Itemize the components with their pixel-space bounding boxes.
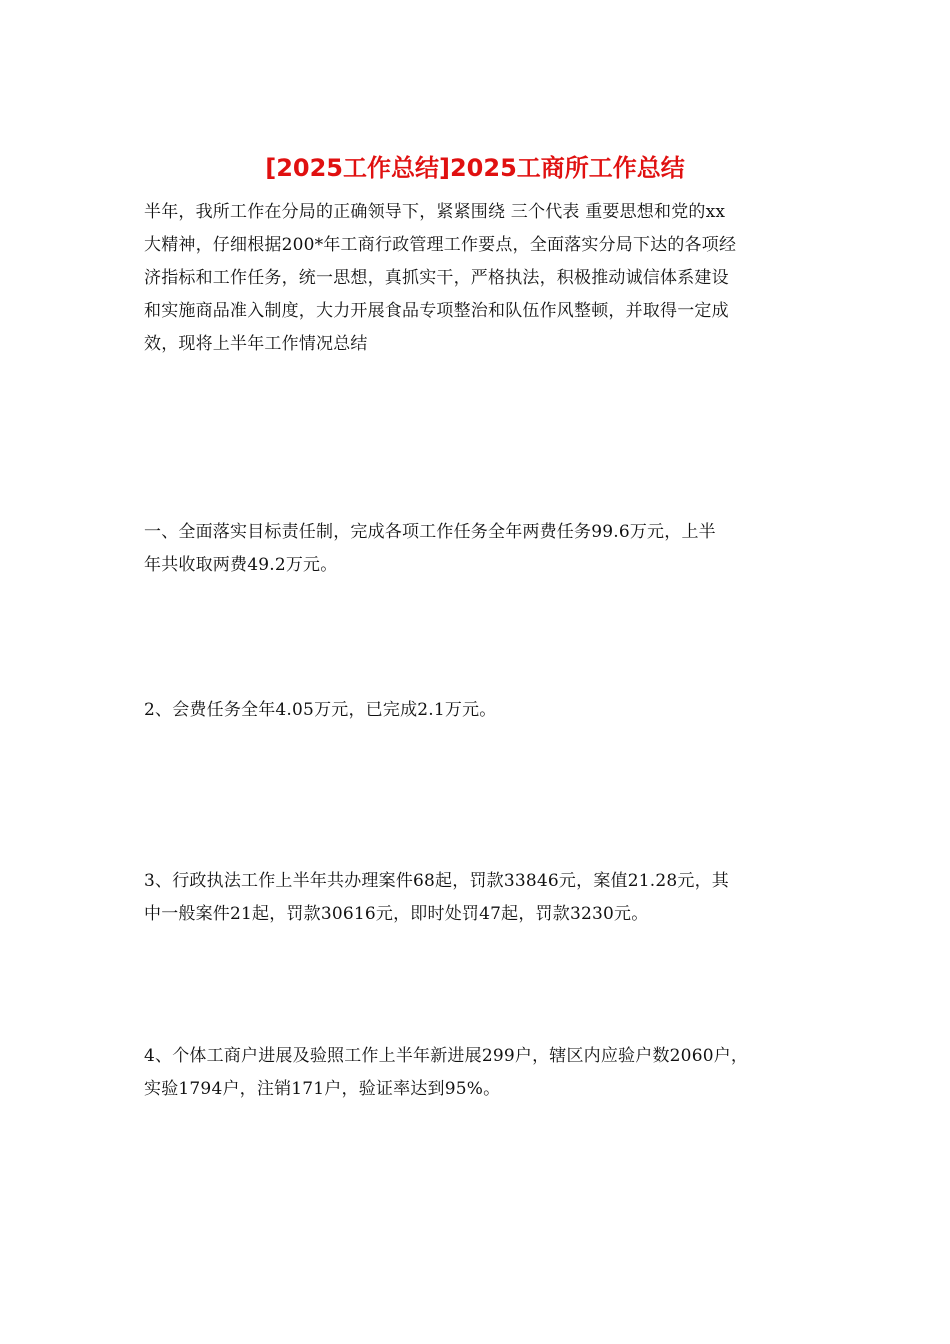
paragraph-line: 济指标和工作任务，统一思想，真抓实干，严格执法，积极推动诚信体系建设 — [144, 268, 729, 288]
document-title: [2025工作总结]2025工商所工作总结 — [265, 154, 685, 182]
paragraph-line: 2、会费任务全年4.05万元，已完成2.1万元。 — [144, 700, 497, 720]
paragraph-line: 年共收取两费49.2万元。 — [144, 555, 338, 575]
item-3-paragraph — [144, 865, 824, 931]
paragraph-line: 实验1794户，注销171户，验证率达到95%。 — [144, 1079, 501, 1099]
paragraph-line: 大精神，仔细根据200*年工商行政管理工作要点，全面落实分局下达的各项经 — [144, 235, 737, 255]
paragraph-line: 一、全面落实目标责任制，完成各项工作任务全年两费任务99.6万元，上半 — [144, 522, 716, 542]
item-1-paragraph — [144, 516, 824, 582]
paragraph-line: 中一般案件21起，罚款30616元，即时处罚47起，罚款3230元。 — [144, 904, 649, 924]
paragraph-line: 4、个体工商户进展及验照工作上半年新进展299户，辖区内应验户数2060户， — [144, 1046, 749, 1066]
item-2-paragraph — [144, 694, 824, 727]
item-4-paragraph — [144, 1040, 824, 1106]
paragraph-line: 半年，我所工作在分局的正确领导下，紧紧围绕 三个代表 重要思想和党的xx — [144, 202, 726, 222]
paragraph-line: 效，现将上半年工作情况总结 — [144, 334, 368, 354]
intro-paragraph — [144, 196, 824, 361]
paragraph-line: 和实施商品准入制度，大力开展食品专项整治和队伍作风整顿，并取得一定成 — [144, 301, 729, 321]
paragraph-line: 3、行政执法工作上半年共办理案件68起，罚款33846元，案值21.28元，其 — [144, 871, 729, 891]
